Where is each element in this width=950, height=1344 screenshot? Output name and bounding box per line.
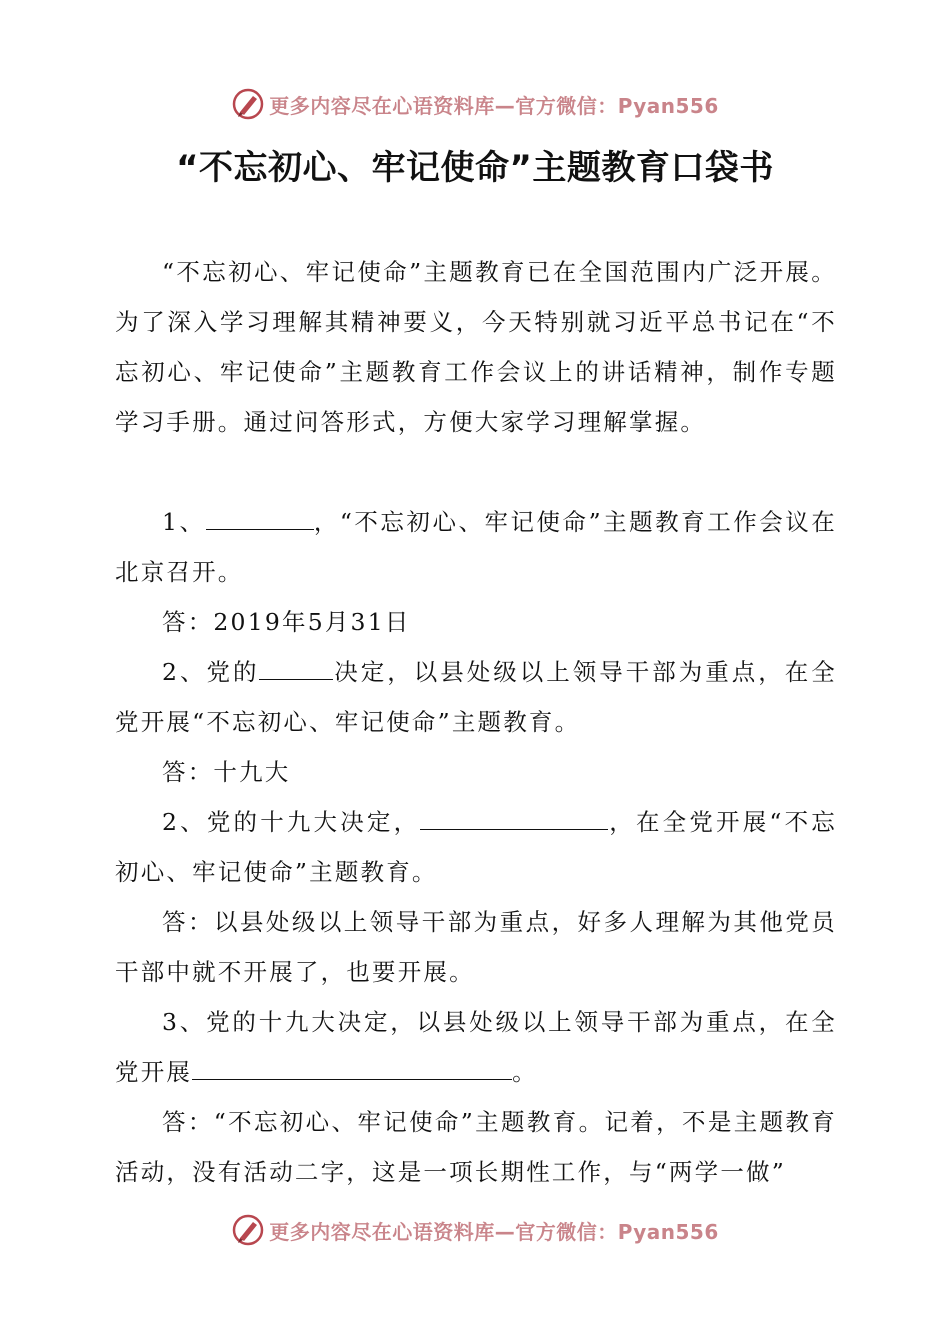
answer-blank [206, 503, 314, 530]
answer-blank [259, 653, 333, 680]
document-body [115, 247, 837, 1197]
answer-blank [420, 803, 608, 830]
question-2: 2、党的 决定，以县处级以上领导干部为重点，在全党开展“不忘初心、牢记使命”主题教育。 [115, 647, 837, 747]
answer-3: 答：“不忘初心、牢记使命”主题教育。记着，不是主题教育活动，没有活动二字，这是一项长期性工作，与“两学一做” [115, 1108, 837, 1186]
pen-logo-icon [231, 1213, 265, 1247]
question-1: 1、 ，“不忘初心、牢记使命”主题教育工作会议在北京召开。 [115, 497, 837, 597]
footer-watermark [0, 1210, 950, 1250]
watermark-text: 更多内容尽在心语资料库—官方微信：Pyan556 [269, 1219, 719, 1244]
pen-logo-icon [231, 87, 265, 121]
answer-2: 答：十九大 [162, 758, 291, 786]
intro-paragraph: “不忘初心、牢记使命”主题教育已在全国范围内广泛开展。为了深入学习理解其精神要义，今天特别就习近平总书记在“不忘初心、牢记使命”主题教育工作会议上的讲话精神，制作专题学习手册。通过问答形式，方便大家学习理解掌握。 [115, 258, 837, 436]
header-watermark [0, 84, 950, 124]
answer-2b: 答：以县处级以上领导干部为重点，好多人理解为其他党员干部中就不开展了，也要开展。 [115, 908, 837, 986]
question-3: 3、党的十九大决定，以县处级以上领导干部为重点，在全党开展 。 [115, 1008, 837, 1086]
watermark-text: 更多内容尽在心语资料库—官方微信：Pyan556 [269, 93, 719, 118]
question-2b: 2、党的十九大决定， ，在全党开展“不忘初心、牢记使命”主题教育。 [115, 797, 837, 897]
document-title: “不忘初心、牢记使命”主题教育口袋书 [176, 148, 774, 188]
answer-1: 答：2019年5月31日 [162, 608, 411, 636]
answer-blank [192, 1053, 512, 1080]
